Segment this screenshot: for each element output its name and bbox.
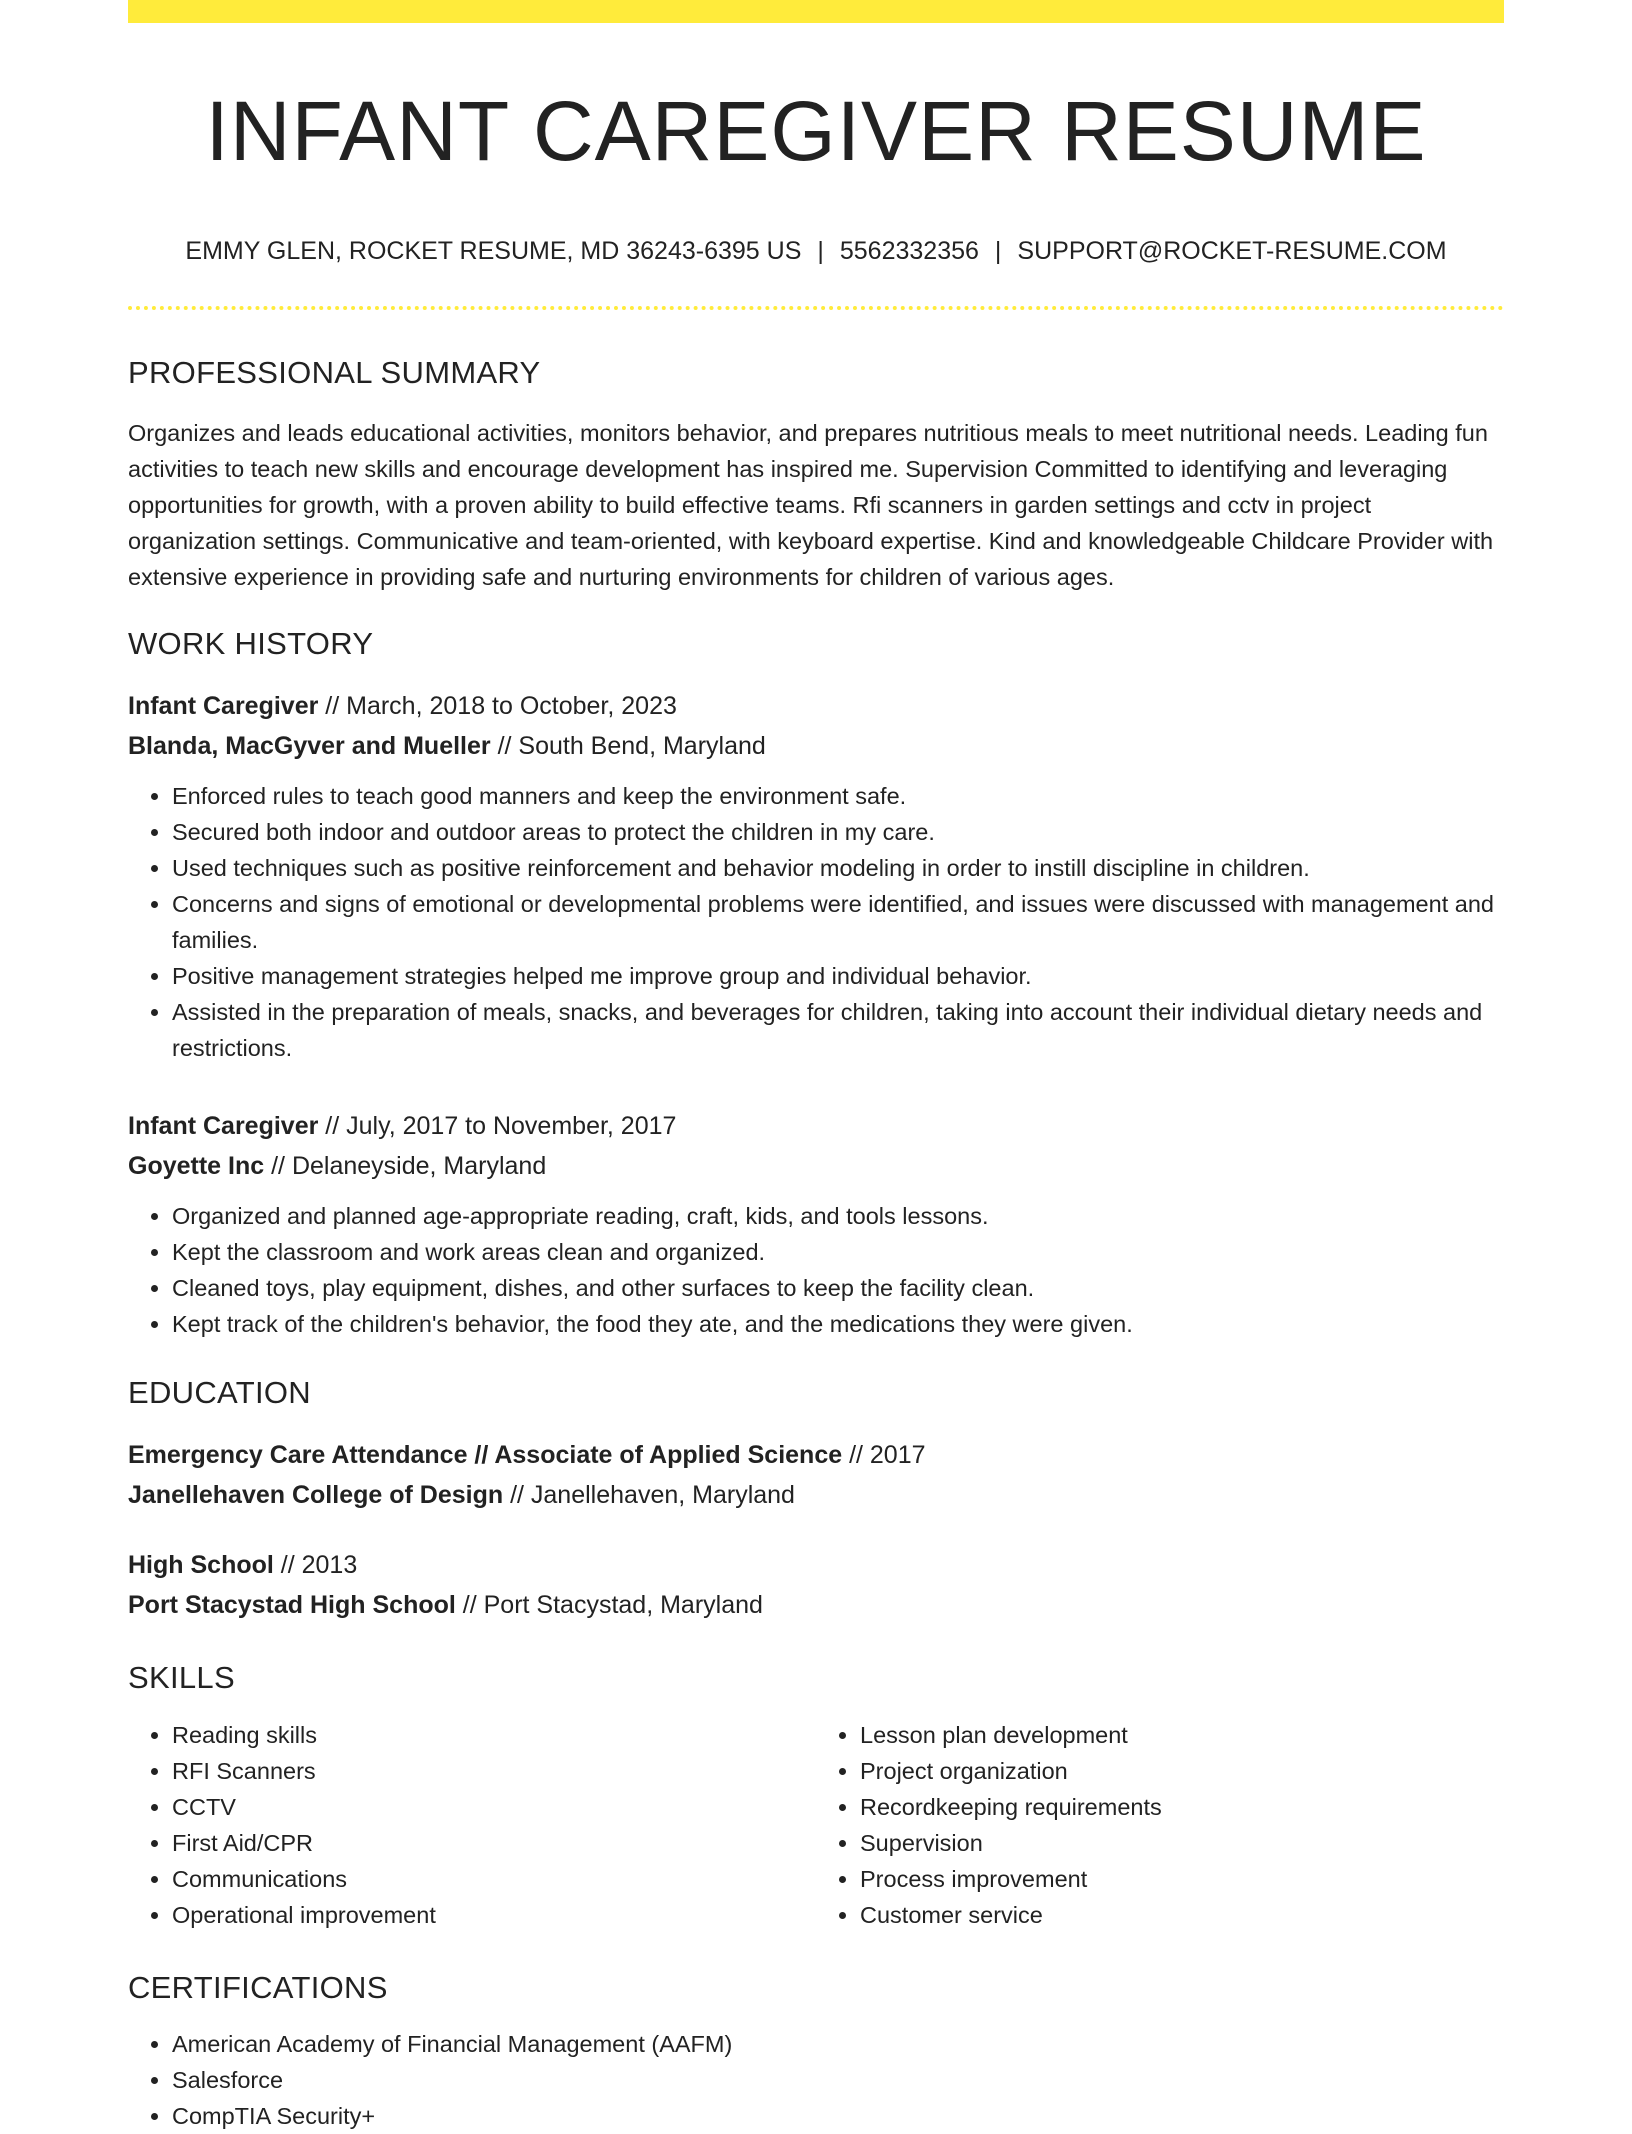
job-company: Blanda, MacGyver and Mueller: [128, 732, 491, 761]
list-item: • CCTV: [172, 1789, 816, 1825]
summary-text: Organizes and leads educational activities, monitors behavior, and prepares nutritious meals to meet nutritional needs. Leading fun activities to teach new skills and encourage development has inspired me. Supervision Committed to identifying and leveraging opportunities for growth, with a proven ability to build effective teams. Rfi scanners in garden settings and cctv in project organization settings. Communicative and team-oriented, with keyboard expertise. Kind and knowledgeable Childcare Provider with extensive experience in providing safe and nurturing environments for children of various ages.: [128, 420, 1494, 591]
list-item: • Cleaned toys, play equipment, dishes, and other surfaces to keep the facility clean.: [172, 1270, 1504, 1306]
page-title: INFANT CAREGIVER RESUME: [205, 84, 1427, 178]
job-company-line: [128, 726, 1504, 766]
degree: Emergency Care Attendance // Associate of Applied Science: [128, 1441, 843, 1470]
accent-bar: [128, 0, 1504, 23]
list-item: • Lesson plan development: [860, 1717, 1504, 1753]
list-item: • Assisted in the preparation of meals, snacks, and beverages for children, taking into account their individual dietary needs and restrictions.: [172, 994, 1504, 1066]
list-item: • Customer service: [860, 1897, 1504, 1933]
skills-list-right: [816, 1717, 1504, 1933]
work-history-heading: WORK HISTORY: [128, 626, 374, 662]
job-location: // Delaneyside, Maryland: [264, 1152, 547, 1181]
job-dates: // March, 2018 to October, 2023: [318, 692, 677, 721]
school-line: [128, 1475, 1504, 1515]
contact-address: EMMY GLEN, ROCKET RESUME, MD 36243-6395 US: [185, 237, 802, 266]
education-entry: [128, 1545, 1504, 1625]
list-item: • American Academy of Financial Management (AAFM): [172, 2026, 1504, 2062]
summary-heading: PROFESSIONAL SUMMARY: [128, 354, 541, 390]
skills-grid: [128, 1717, 1504, 1933]
skills-heading: SKILLS: [128, 1660, 235, 1696]
contact-separator: |: [817, 237, 824, 266]
list-item: • Kept track of the children's behavior, the food they ate, and the medications they were given.: [172, 1306, 1504, 1342]
school: Port Stacystad High School: [128, 1591, 456, 1620]
job-company-line: [128, 1146, 1504, 1186]
school-location: // Port Stacystad, Maryland: [455, 1591, 763, 1620]
list-item: • Secured both indoor and outdoor areas to protect the children in my care.: [172, 814, 1504, 850]
contact-separator: |: [994, 237, 1002, 266]
list-item: • Salesforce: [172, 2062, 1504, 2098]
list-item: • Process improvement: [860, 1861, 1504, 1897]
list-item: • First Aid/CPR: [172, 1825, 816, 1861]
list-item: • Concerns and signs of emotional or developmental problems were identified, and issues were discussed with management and families.: [172, 886, 1504, 958]
degree-line: [128, 1435, 1504, 1475]
job-title: Infant Caregiver: [128, 1112, 319, 1141]
certifications-list: [128, 2026, 1504, 2134]
job-title: Infant Caregiver: [128, 692, 319, 721]
education-heading: EDUCATION: [128, 1375, 311, 1411]
education-entry: [128, 1435, 1504, 1515]
job-company: Goyette Inc: [128, 1152, 265, 1181]
skills-list-left: [128, 1717, 816, 1933]
job-entry: [128, 686, 1504, 1066]
job-dates: // July, 2017 to November, 2017: [318, 1112, 677, 1141]
list-item: • Organized and planned age-appropriate reading, craft, kids, and tools lessons.: [172, 1198, 1504, 1234]
list-item: • Recordkeeping requirements: [860, 1789, 1504, 1825]
degree-year: // 2013: [273, 1551, 358, 1580]
list-item: • Communications: [172, 1861, 816, 1897]
school-location: // Janellehaven, Maryland: [503, 1481, 795, 1510]
contact-phone: 5562332356: [839, 237, 979, 266]
list-item: • CompTIA Security+: [172, 2098, 1504, 2134]
list-item: • Project organization: [860, 1753, 1504, 1789]
list-item: • Positive management strategies helped me improve group and individual behavior.: [172, 958, 1504, 994]
job-entry: [128, 1106, 1504, 1342]
list-item: • RFI Scanners: [172, 1753, 816, 1789]
list-item: • Used techniques such as positive reinforcement and behavior modeling in order to instill discipline in children.: [172, 850, 1504, 886]
contact-email: SUPPORT@ROCKET-RESUME.COM: [1017, 237, 1447, 266]
list-item: • Supervision: [860, 1825, 1504, 1861]
school-line: [128, 1585, 1504, 1625]
degree-line: [128, 1545, 1504, 1585]
job-bullets: [128, 1198, 1504, 1342]
contact-line: [128, 235, 1504, 268]
school: Janellehaven College of Design: [128, 1481, 504, 1510]
degree: High School: [128, 1551, 274, 1580]
list-item: • Operational improvement: [172, 1897, 816, 1933]
list-item: • Kept the classroom and work areas clean and organized.: [172, 1234, 1504, 1270]
certifications-heading: CERTIFICATIONS: [128, 1969, 388, 2005]
dotted-divider: [128, 306, 1504, 310]
list-item: • Reading skills: [172, 1717, 816, 1753]
job-location: // South Bend, Maryland: [490, 732, 766, 761]
job-title-line: [128, 1106, 1504, 1146]
job-title-line: [128, 686, 1504, 726]
list-item: • Enforced rules to teach good manners and keep the environment safe.: [172, 778, 1504, 814]
resume-page: [128, 0, 1504, 2134]
job-bullets: [128, 778, 1504, 1066]
degree-year: // 2017: [842, 1441, 926, 1470]
